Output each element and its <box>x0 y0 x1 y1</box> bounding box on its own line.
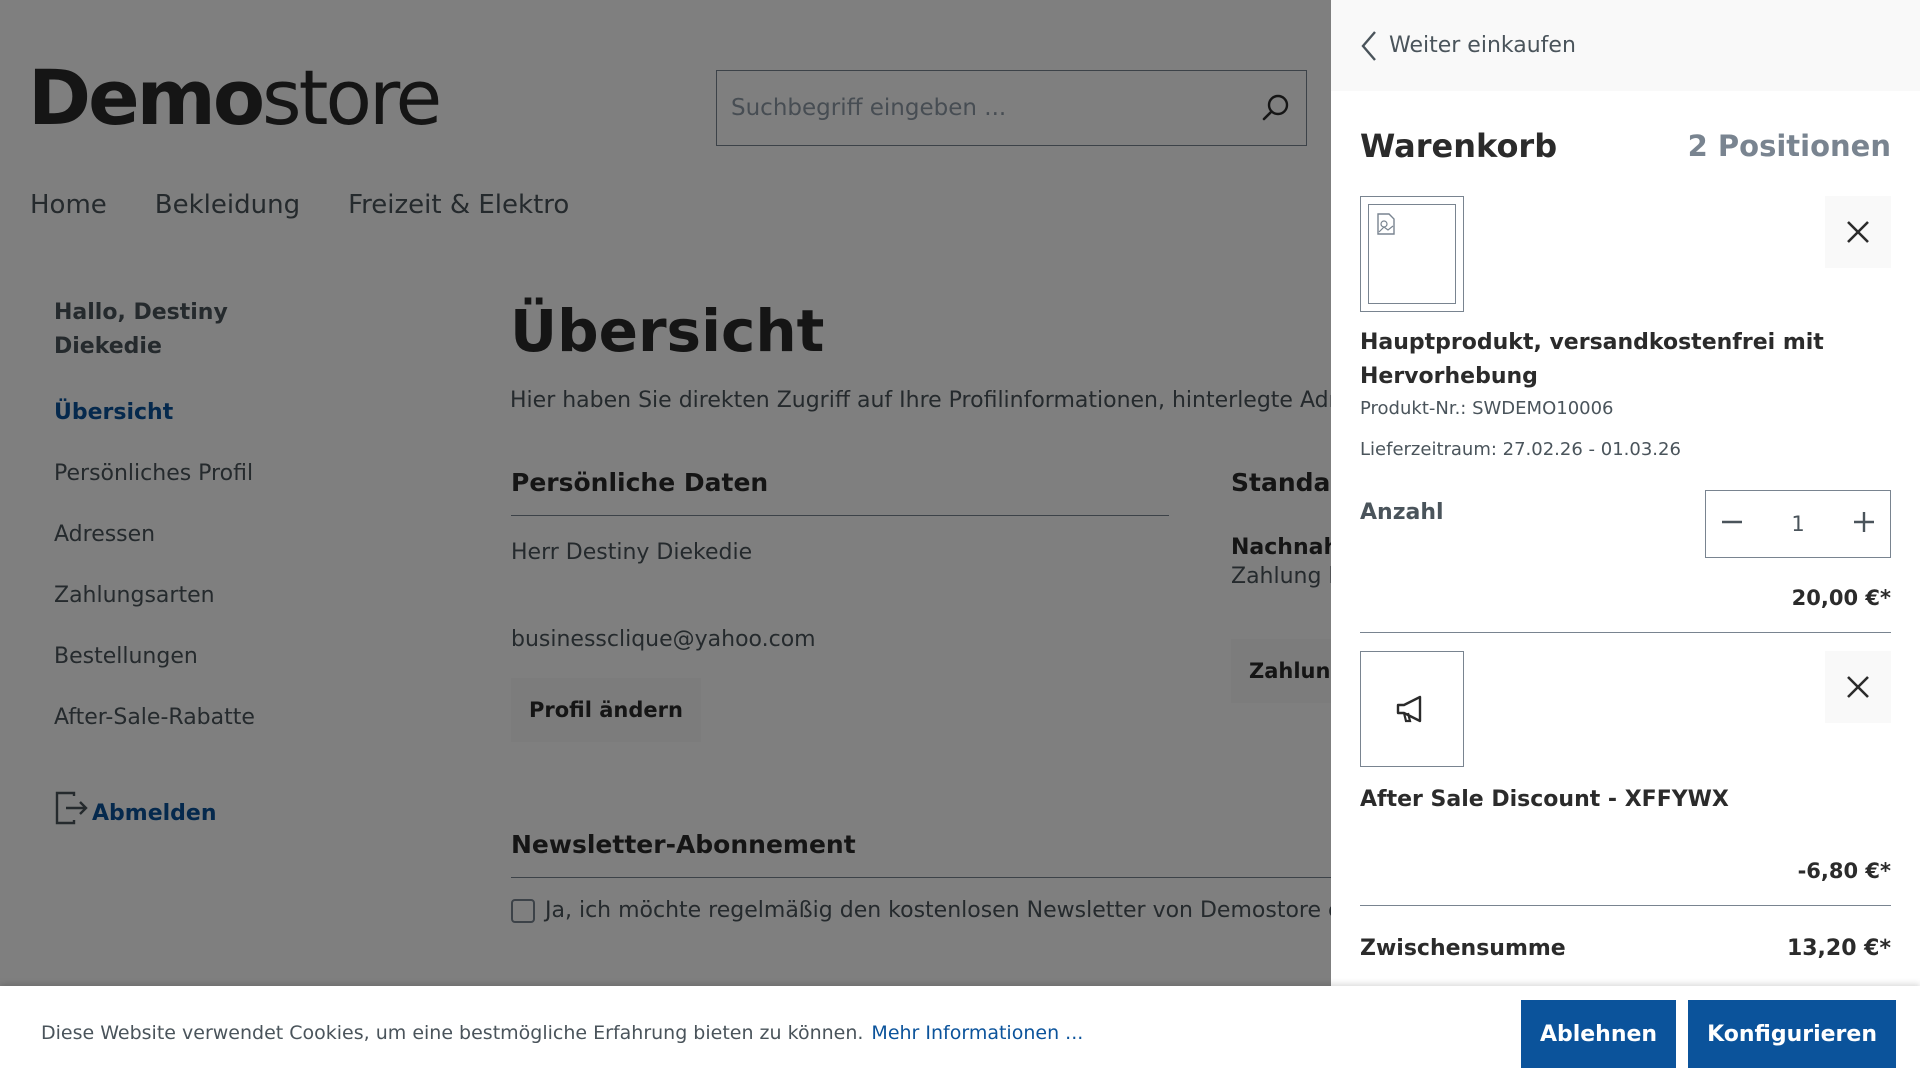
quantity-value[interactable]: 1 <box>1791 512 1805 536</box>
product-number: Produkt-Nr.: SWDEMO10006 <box>1360 398 1614 419</box>
discount-name: After Sale Discount - XFFYWX <box>1360 787 1729 812</box>
quantity-label: Anzahl <box>1360 500 1444 525</box>
discount-thumbnail <box>1360 651 1464 767</box>
cookie-more-info-link[interactable]: Mehr Informationen ... <box>871 1022 1084 1044</box>
cart-title: Warenkorb <box>1360 127 1558 165</box>
line-item-price: 20,00 €* <box>1791 586 1891 610</box>
increase-quantity-button[interactable] <box>1852 510 1876 538</box>
discount-price: -6,80 €* <box>1797 859 1891 883</box>
quantity-row <box>1360 490 1891 558</box>
cookie-decline-button[interactable]: Ablehnen <box>1521 1000 1676 1068</box>
continue-shopping-label: Weiter einkaufen <box>1389 33 1576 58</box>
subtotal-value: 13,20 €* <box>1786 936 1891 961</box>
close-icon <box>1846 220 1870 244</box>
cart-subtotal <box>1360 936 1891 961</box>
cookie-text: Diese Website verwendet Cookies, um eine bestmögliche Erfahrung bieten zu können. <box>41 1022 864 1044</box>
remove-discount-button[interactable] <box>1825 651 1891 723</box>
subtotal-label: Zwischensumme <box>1360 936 1566 961</box>
close-icon <box>1846 675 1870 699</box>
product-thumbnail[interactable] <box>1360 196 1464 312</box>
delivery-period: Lieferzeitraum: 27.02.26 - 01.03.26 <box>1360 439 1681 460</box>
plus-icon <box>1852 510 1876 534</box>
cart-header <box>1360 127 1891 165</box>
quantity-stepper <box>1705 490 1891 558</box>
minus-icon <box>1720 510 1744 534</box>
cookie-banner <box>0 986 1920 1080</box>
cart-item-count: 2 Positionen <box>1687 129 1891 163</box>
megaphone-icon <box>1394 693 1430 725</box>
cookie-configure-button[interactable]: Konfigurieren <box>1688 1000 1896 1068</box>
cart-discount-item <box>1360 651 1891 906</box>
product-name[interactable]: Hauptprodukt, versandkostenfrei mit Hervorhebung <box>1360 330 1824 389</box>
continue-shopping-link[interactable] <box>1331 0 1920 91</box>
image-placeholder-icon <box>1377 213 1395 235</box>
decrease-quantity-button[interactable] <box>1720 510 1744 538</box>
cart-line-item <box>1360 196 1891 633</box>
remove-item-button[interactable] <box>1825 196 1891 268</box>
chevron-left-icon <box>1359 29 1379 63</box>
offcanvas-cart <box>1331 0 1920 1080</box>
cookie-buttons <box>1521 1000 1896 1068</box>
